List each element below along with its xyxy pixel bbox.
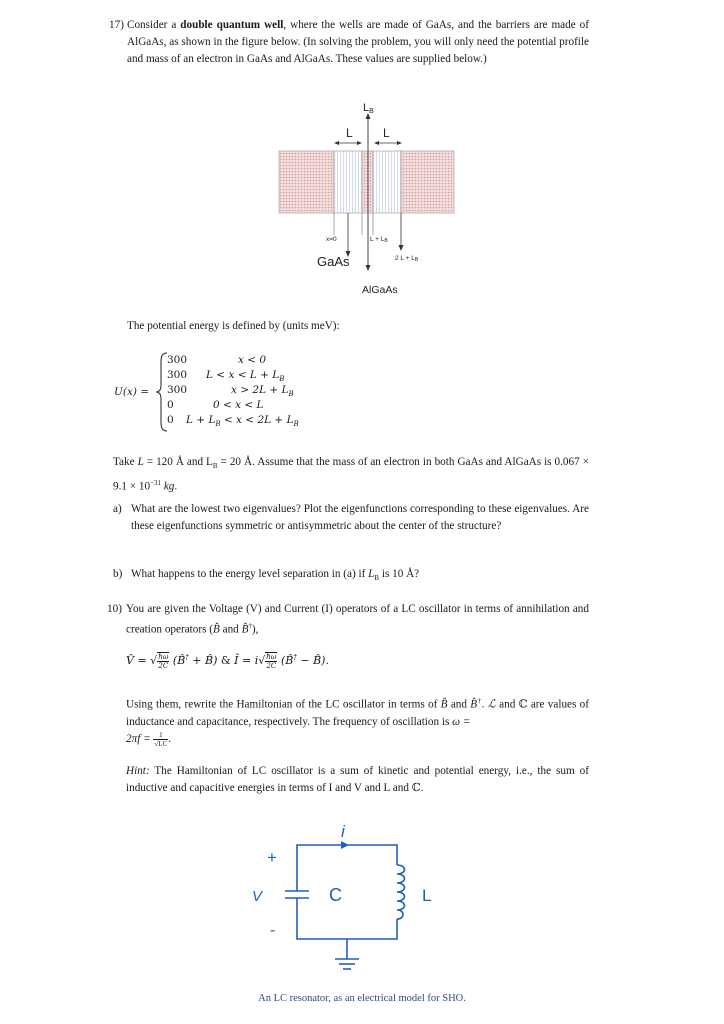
l-left-label: L bbox=[346, 126, 353, 140]
algaas-label: AlGaAs bbox=[362, 284, 398, 296]
problem-17-number: 17) bbox=[109, 19, 124, 31]
circuit-caption: An LC resonator, as an electrical model for SHO. bbox=[258, 993, 466, 1004]
plus-sign: + bbox=[267, 848, 277, 867]
problem-10-number: 10) bbox=[107, 603, 122, 615]
part-a-label: a) bbox=[113, 503, 122, 515]
take-values-paragraph: Take L = 120 Å and $L_B = 20$ Å. Assume that the mass of an electron in both GaAs and AlGaAs is $0.067 \times 9.1 \times 10^{-31}$ kg. bbox=[113, 456, 589, 493]
voltage-label: V bbox=[252, 888, 263, 905]
minus-sign: - bbox=[270, 922, 276, 939]
hint-paragraph: Hint: The Hamiltonian of LC oscillator is a sum of kinetic and potential energy, i.e., the sum of inductive and capacitive energies in terms of I and V and L and ℂ. bbox=[126, 765, 589, 794]
current-label: i bbox=[341, 822, 345, 841]
problem-17-intro: Consider a double quantum well, where the wells are made of GaAs, and the barriers are made of AlGaAs, as shown in the figure below. (In solving the problem, you will only need the potential profile and mass of an electron in GaAs and AlGaAs. These values are supplied below.) bbox=[127, 19, 589, 65]
two-l-lb-label: 2 L + LB bbox=[395, 255, 419, 263]
left-well bbox=[334, 151, 362, 213]
capacitor-label: C bbox=[329, 885, 342, 905]
middle-barrier bbox=[362, 151, 373, 213]
l-right-label: L bbox=[383, 126, 390, 140]
using-them-paragraph: Using them, rewrite the Hamiltonian of the LC oscillator in terms of B̂ and B̂†. ℒ and ℂ are values of inductance and capacitance, respectively. The frequency of oscillation is ω = 2πf = $\frac{1}{√LC}$ . bbox=[126, 697, 590, 748]
part-b-label: b) bbox=[113, 568, 123, 580]
piecewise-lhs: U(x) = bbox=[114, 386, 150, 398]
left-barrier bbox=[279, 151, 334, 213]
problem-10-intro: You are given the Voltage (V) and Current (I) operators of a LC oscillator in terms of annihilation and creation operators (B̂ and B̂†), bbox=[126, 603, 589, 636]
inductor-label: L bbox=[422, 886, 432, 905]
lb-label: LB bbox=[363, 102, 374, 115]
vi-equation: V̂ = √ $\frac{ħ\omega}{2C}$ (B̂† + B̂) & Î = i√ $\frac{ħ\omega}{2C}$ (B̂† − B̂). bbox=[126, 653, 329, 670]
right-barrier bbox=[401, 151, 454, 213]
piecewise-rows: 300 x < 0 300 $L < x < L + L_B$ 300 $x > 2L + L_B$ 0 0 < x < L 0 $L + L_B < x < 2L + L_B$ bbox=[167, 354, 299, 429]
lc-circuit-diagram bbox=[245, 815, 445, 980]
part-a-text: What are the lowest two eigenvalues? Plot the eigenfunctions corresponding to these eigenvalues. Are these eigenfunctions symmetric or antisymmetric about the center of the structure? bbox=[131, 503, 589, 532]
right-well bbox=[373, 151, 401, 213]
l-plus-lb-label: L + LB bbox=[370, 236, 388, 244]
double-quantum-well-figure bbox=[270, 95, 470, 300]
potential-intro: The potential energy is defined by (units meV): bbox=[127, 320, 340, 332]
x0-label: x=0 bbox=[326, 236, 337, 243]
part-b-text: What happens to the energy level separation in (a) if $L_B$ is 10 Å? bbox=[131, 568, 420, 583]
gaas-label: GaAs bbox=[317, 254, 350, 269]
current-arrow bbox=[341, 841, 349, 849]
